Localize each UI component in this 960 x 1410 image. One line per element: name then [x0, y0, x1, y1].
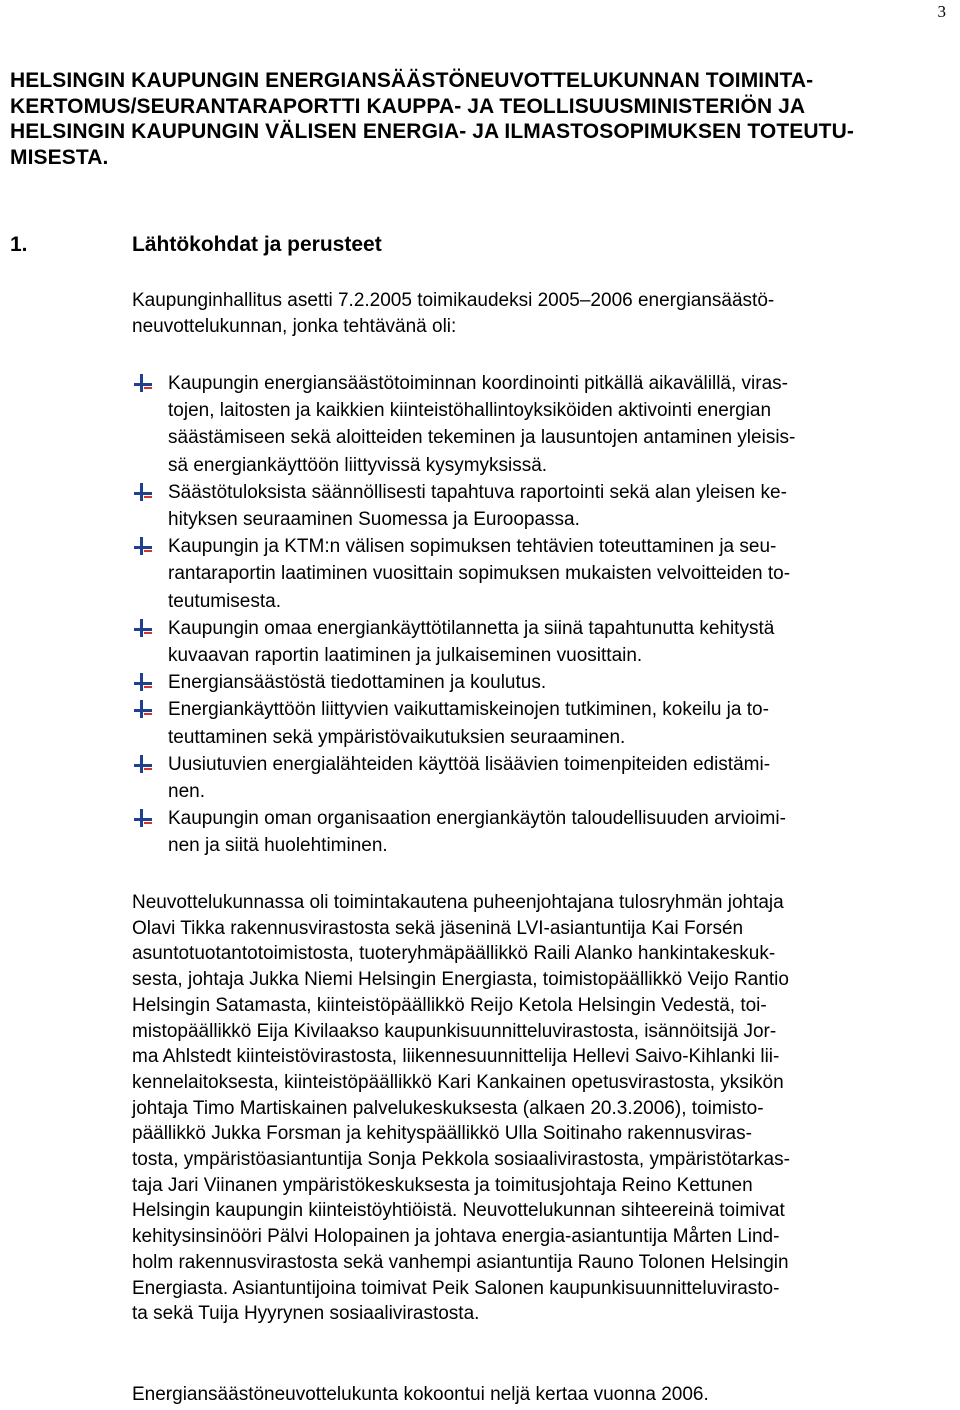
task-line: Säästötuloksista säännöllisesti tapahtuva raportointi sekä alan yleisen ke- [168, 481, 787, 503]
title-line: KERTOMUS/SEURANTARAPORTTI KAUPPA- JA TEOLLISUUSMINISTERIÖN JA [10, 94, 806, 118]
arrow-bullet-icon [134, 619, 154, 637]
members-line: asuntotuotantotoimistosta, tuoteryhmäpäällikkö Raili Alanko hankintakeskuk- [132, 943, 776, 965]
members-line: mistopäällikkö Eija Kivilaakso kaupunkisuunnitteluvirastosta, isännöitsijä Jor- [132, 1020, 777, 1042]
task-line: Kaupungin omaa energiankäyttötilannetta ja siinä tapahtunutta kehitystä [168, 617, 775, 639]
task-item [132, 751, 952, 805]
task-item [132, 370, 952, 479]
title-line: MISESTA. [10, 145, 109, 169]
task-line: Energiankäyttöön liittyvien vaikuttamiskeinojen tutkiminen, kokeilu ja to- [168, 699, 769, 721]
members-line: sesta, johtaja Jukka Niemi Helsingin Energiasta, toimistopäällikkö Veijo Rantio [132, 969, 789, 991]
arrow-bullet-icon [134, 700, 154, 718]
task-item [132, 615, 952, 669]
title-line: HELSINGIN KAUPUNGIN VÄLISEN ENERGIA- JA ILMASTOSOPIMUKSEN TOTEUTU- [10, 120, 854, 143]
members-line: johtaja Timo Martiskainen palvelukeskuksesta (alkaen 20.3.2006), toimisto- [132, 1097, 764, 1119]
task-line: Energiansäästöstä tiedottaminen ja koulutus. [168, 672, 547, 694]
members-line: Energiasta. Asiantuntijoina toimivat Peik Salonen kaupunkisuunnitteluvirasto- [132, 1277, 780, 1299]
task-item [132, 533, 952, 615]
intro-line: Kaupunginhallitus asetti 7.2.2005 toimikaudeksi 2005–2006 energiansäästö- [132, 290, 775, 311]
task-item [132, 479, 952, 533]
members-line: kehitysinsinööri Pälvi Holopainen ja johtava energia-asiantuntija Mårten Lind- [132, 1226, 780, 1248]
task-line: Uusiutuvien energialähteiden käyttöä lisäävien toimenpiteiden edistämi- [168, 753, 771, 775]
arrow-bullet-icon [134, 809, 154, 827]
members-line: päällikkö Jukka Forsman ja kehityspäällikkö Ulla Soitinaho rakennusviras- [132, 1123, 752, 1145]
task-line: Kaupungin oman organisaation energiankäytön taloudellisuuden arvioimi- [168, 808, 786, 830]
members-paragraph [132, 890, 952, 1327]
section-title: Lähtökohdat ja perusteet [132, 233, 382, 256]
members-line: holm rakennusvirastosta sekä vanhempi asiantuntija Rauno Tolonen Helsingin [132, 1251, 789, 1273]
task-line: sä energiankäyttöön liittyvissä kysymyksissä. [168, 454, 548, 476]
members-line: taja Jari Viinanen ympäristökeskuksesta ja toimitusjohtaja Reino Kettunen [132, 1174, 753, 1196]
task-line: hityksen seuraaminen Suomessa ja Euroopassa. [168, 509, 580, 531]
task-item [132, 805, 952, 859]
members-line: Helsingin Satamasta, kiinteistöpäällikkö Reijo Ketola Helsingin Vedestä, toi- [132, 994, 767, 1016]
page-number: 3 [937, 2, 946, 21]
title-line: HELSINGIN KAUPUNGIN ENERGIANSÄÄSTÖNEUVOTTELUKUNNAN TOIMINTA- [10, 69, 814, 92]
task-line: nen ja siitä huolehtiminen. [168, 835, 388, 857]
task-line: Kaupungin energiansäästötoiminnan koordinointi pitkällä aikavälillä, viras- [168, 373, 788, 394]
members-line: tosta, ympäristöasiantuntija Sonja Pekkola sosiaalivirastosta, ympäristötarkas- [132, 1149, 790, 1171]
members-line: ta sekä Tuija Hyyrynen sosiaalivirastosta. [132, 1303, 480, 1325]
arrow-bullet-icon [134, 755, 154, 773]
members-line: Neuvottelukunnassa oli toimintakautena puheenjohtajana tulosryhmän johtaja [132, 892, 784, 913]
arrow-bullet-icon [134, 673, 154, 691]
members-line: kennelaitoksesta, kiinteistöpäällikkö Kari Kankainen opetusvirastosta, yksikön [132, 1071, 784, 1093]
closing-paragraph: Energiansäästöneuvottelukunta kokoontui neljä kertaa vuonna 2006. [132, 1384, 709, 1405]
task-line: nen. [168, 781, 205, 803]
task-item [132, 696, 952, 750]
task-line: rantaraportin laatiminen vuosittain sopimuksen mukaisten velvoitteiden to- [168, 563, 791, 585]
arrow-bullet-icon [134, 483, 154, 501]
intro-line: neuvottelukunnan, jonka tehtävänä oli: [132, 316, 457, 337]
task-line: teutumisesta. [168, 590, 281, 612]
task-line: Kaupungin ja KTM:n välisen sopimuksen tehtävien toteuttaminen ja seu- [168, 536, 777, 558]
arrow-bullet-icon [134, 374, 154, 392]
task-line: kuvaavan raportin laatiminen ja julkaiseminen vuosittain. [168, 645, 643, 667]
task-list [132, 370, 952, 860]
document-title [10, 68, 950, 170]
members-line: Helsingin kaupungin kiinteistöyhtiöistä. Neuvottelukunnan sihteereinä toimivat [132, 1200, 785, 1222]
arrow-bullet-icon [134, 537, 154, 555]
task-item [132, 669, 952, 696]
section-heading [10, 233, 382, 257]
task-line: säästämiseen sekä aloitteiden tekeminen ja lausuntojen antaminen yleisis- [168, 427, 796, 449]
members-line: ma Ahlstedt kiinteistövirastosta, liikennesuunnittelija Hellevi Saivo-Kihlanki lii- [132, 1046, 780, 1068]
task-line: teuttaminen sekä ympäristövaikutuksien seuraaminen. [168, 726, 626, 748]
intro-paragraph [132, 288, 952, 340]
members-line: Olavi Tikka rakennusvirastosta sekä jäseninä LVI-asiantuntija Kai Forsén [132, 917, 744, 939]
task-line: tojen, laitosten ja kaikkien kiinteistöhallintoyksiköiden aktivointi energian [168, 400, 772, 422]
section-number: 1. [10, 233, 28, 256]
